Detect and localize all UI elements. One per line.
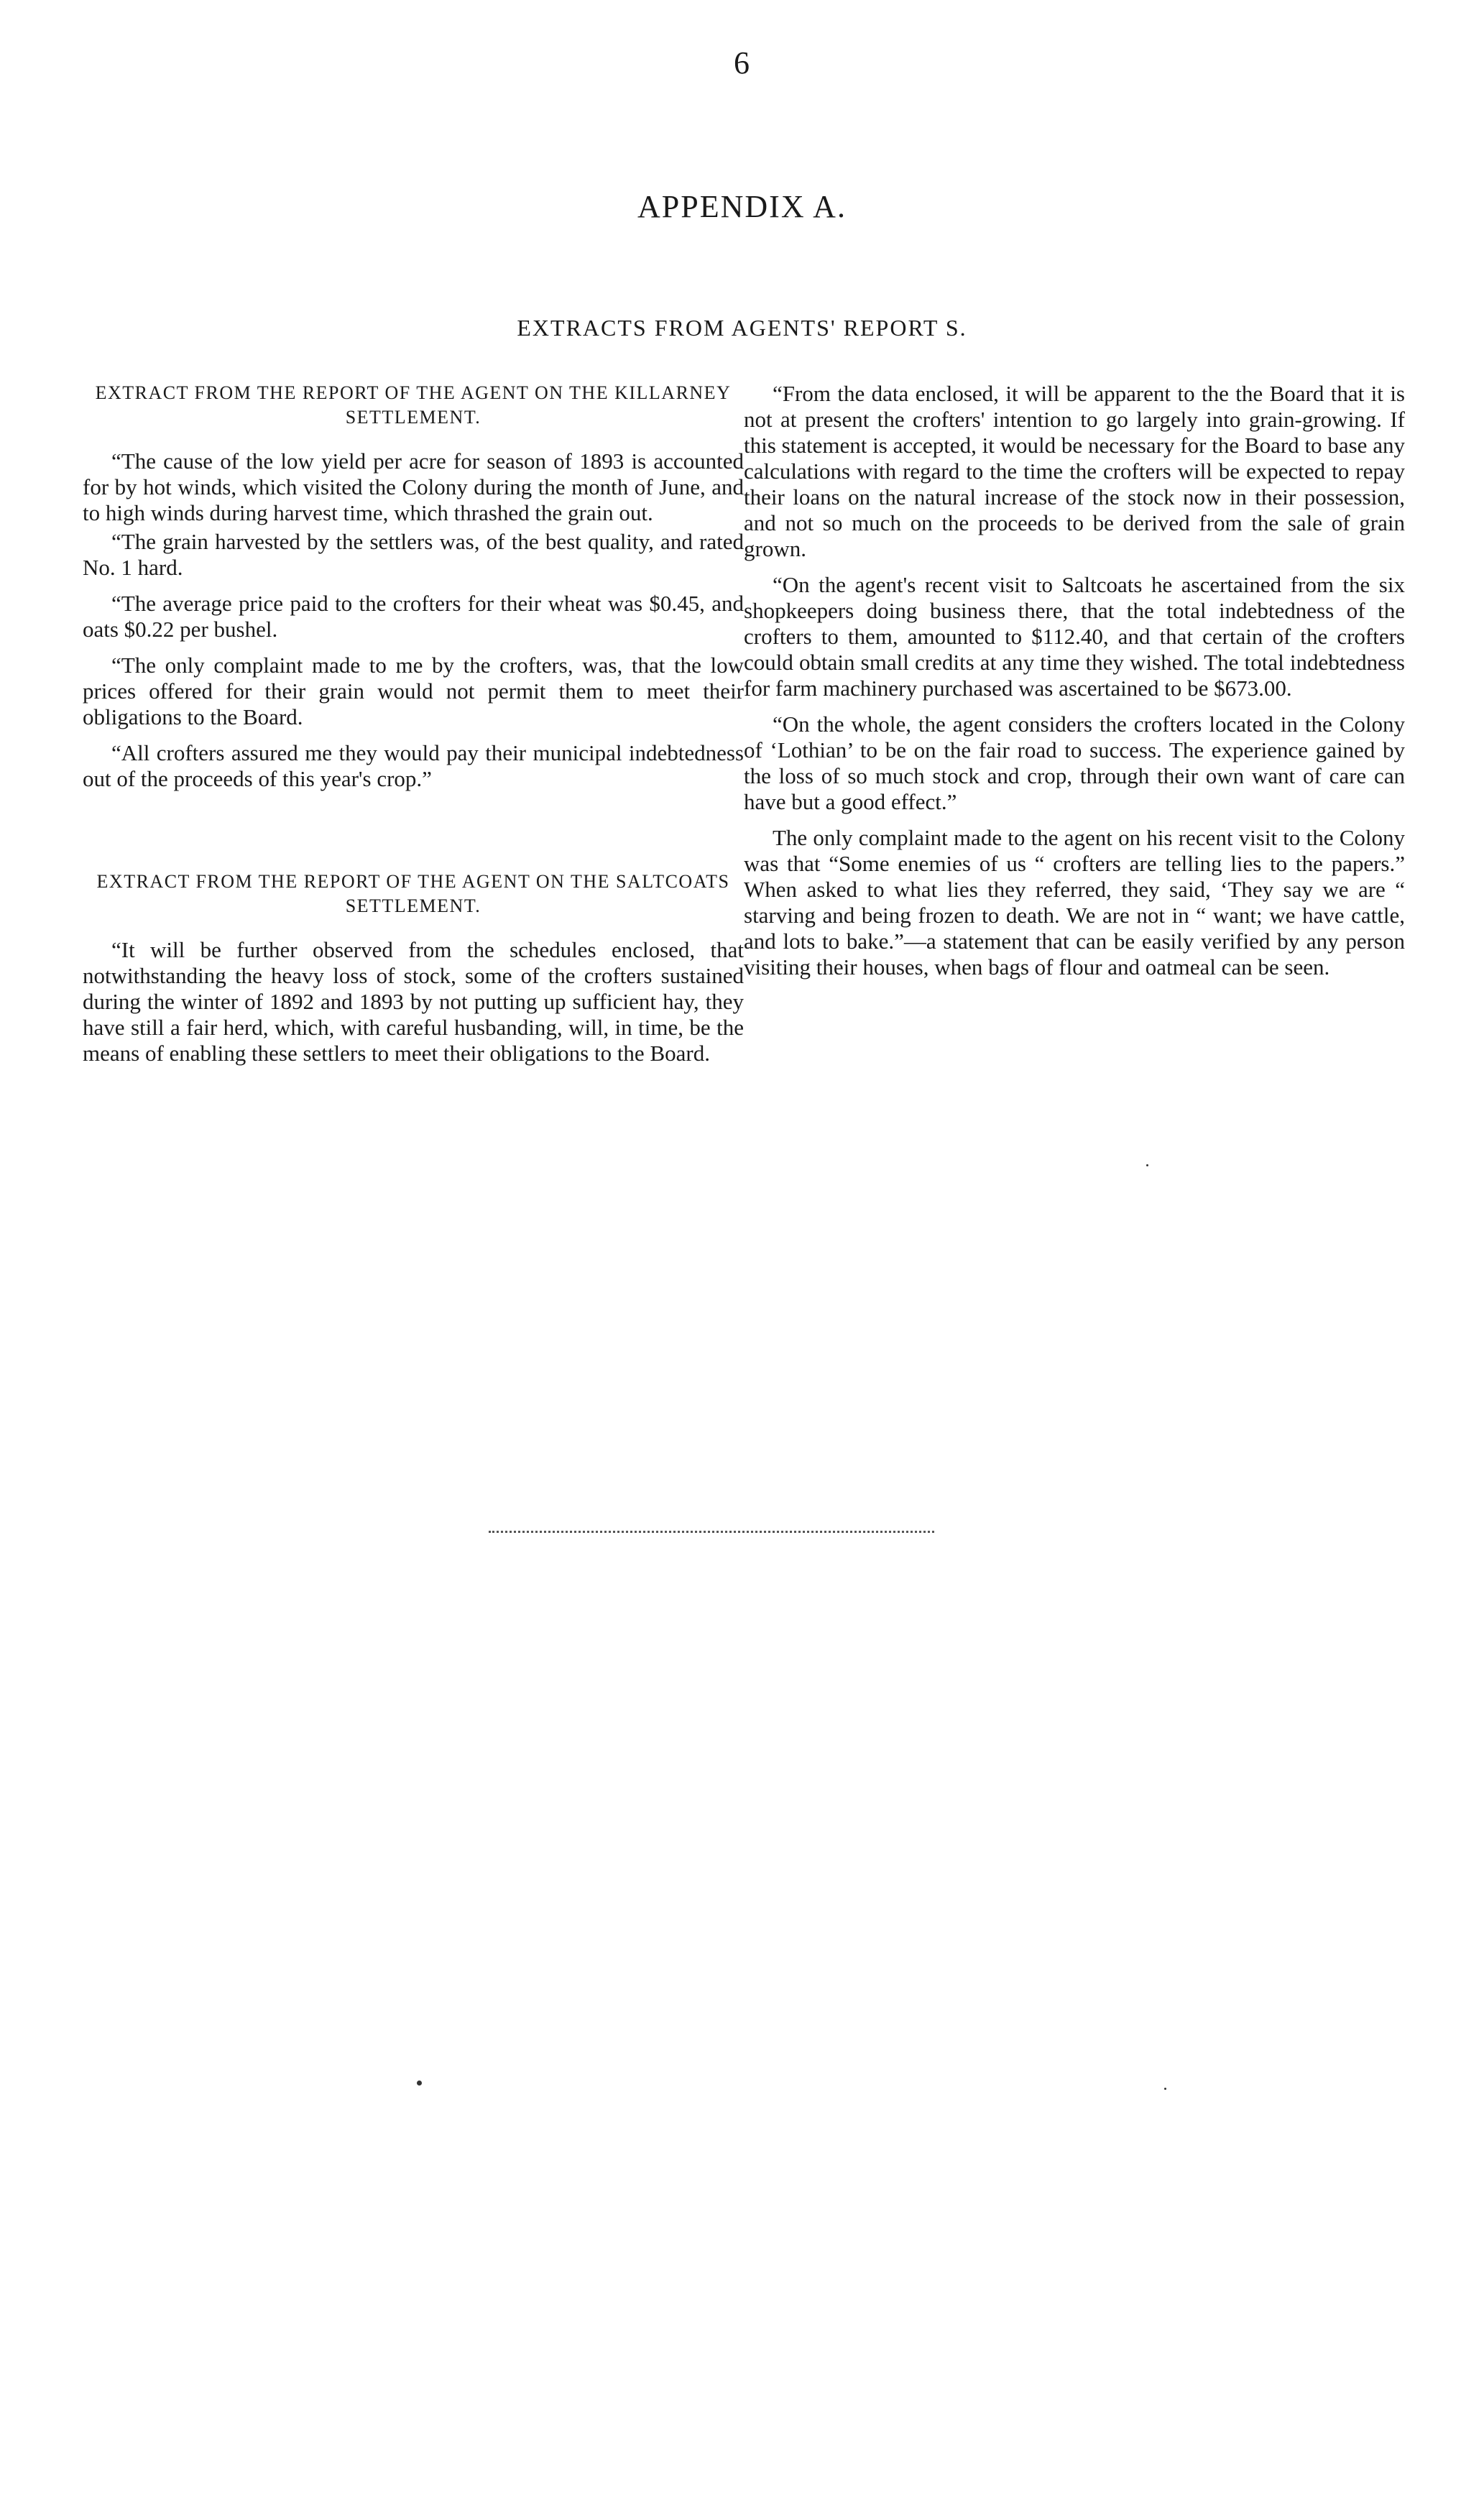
ink-speck: [1164, 2088, 1166, 2090]
left-column: [83, 381, 744, 1077]
killarney-extract-heading: EXTRACT FROM THE REPORT OF THE AGENT ON THE KILLARNEY SETTLEMENT.: [95, 382, 732, 428]
killarney-paragraph: “All crofters assured me they would pay their municipal indebtedness out of the proceeds of this year's crop.”: [83, 740, 744, 791]
right-paragraph: The only complaint made to the agent on his recent visit to the Colony was that “Some enemies of us “ crofters are telling lies to the papers.” When asked to what lies they referred, they said, ‘They say we are “ starving and being frozen to death. We are not in “ want; we have cattle, and lots to bake.”—a statement that can be easily verified by any person visiting their houses, when bags of flour and oatmeal can be seen.: [744, 825, 1405, 980]
ink-speck: [1146, 1164, 1148, 1166]
page-number: 6: [734, 45, 750, 80]
killarney-paragraph: “The cause of the low yield per acre for season of 1893 is accounted for by hot winds, which visited the Colony during the month of June, and to high winds during harvest time, which thrashed the grain out.: [83, 448, 744, 525]
section-title: EXTRACTS FROM AGENTS' REPORT S.: [517, 315, 967, 341]
appendix-title: APPENDIX A.: [637, 189, 847, 224]
right-paragraph: “On the whole, the agent considers the crofters located in the Colony of ‘Lothian’ to be on the fair road to success. The experience gained by the loss of so much stock and crop, through their own want of care can have but a good effect.”: [744, 711, 1405, 814]
right-paragraph: “On the agent's recent visit to Saltcoats he ascertained from the six shopkeepers doing business there, that the total indebtedness of the crofters to them, amounted to $112.40, and that certain of the crofters could obtain small credits at any time they wished. The total indebtedness for farm machinery purchased was ascertained to be $673.00.: [744, 572, 1405, 701]
saltcoats-paragraph: “It will be further observed from the schedules enclosed, that notwithstanding the heavy loss of stock, some of the crofters sustained during the winter of 1892 and 1893 by not putting up sufficient hay, they have still a fair herd, which, with careful husbanding, will, in time, be the means of enabling these settlers to meet their obligations to the Board.: [83, 937, 744, 1066]
ink-speck: [417, 2080, 422, 2086]
right-column: [744, 381, 1405, 990]
killarney-paragraph: “The only complaint made to me by the crofters, was, that the low prices offered for their grain would not permit them to meet their obligations to the Board.: [83, 653, 744, 729]
right-paragraph: “From the data enclosed, it will be apparent to the the Board that it is not at present the crofters' intention to go largely into grain-growing. If this statement is accepted, it would be necessary for the Board to base any calculations with regard to the time the crofters will be expected to repay their loans on the natural increase of the stock now in their possession, and not so much on the proceeds to be derived from the sale of grain grown.: [744, 381, 1405, 561]
section-divider: [489, 1531, 934, 1533]
killarney-paragraph: “The grain harvested by the settlers was, of the best quality, and rated No. 1 hard.: [83, 529, 744, 580]
killarney-paragraph: “The average price paid to the crofters for their wheat was $0.45, and oats $0.22 per bushel.: [83, 591, 744, 642]
saltcoats-extract-heading: EXTRACT FROM THE REPORT OF THE AGENT ON THE SALTCOATS SETTLEMENT.: [96, 871, 730, 916]
